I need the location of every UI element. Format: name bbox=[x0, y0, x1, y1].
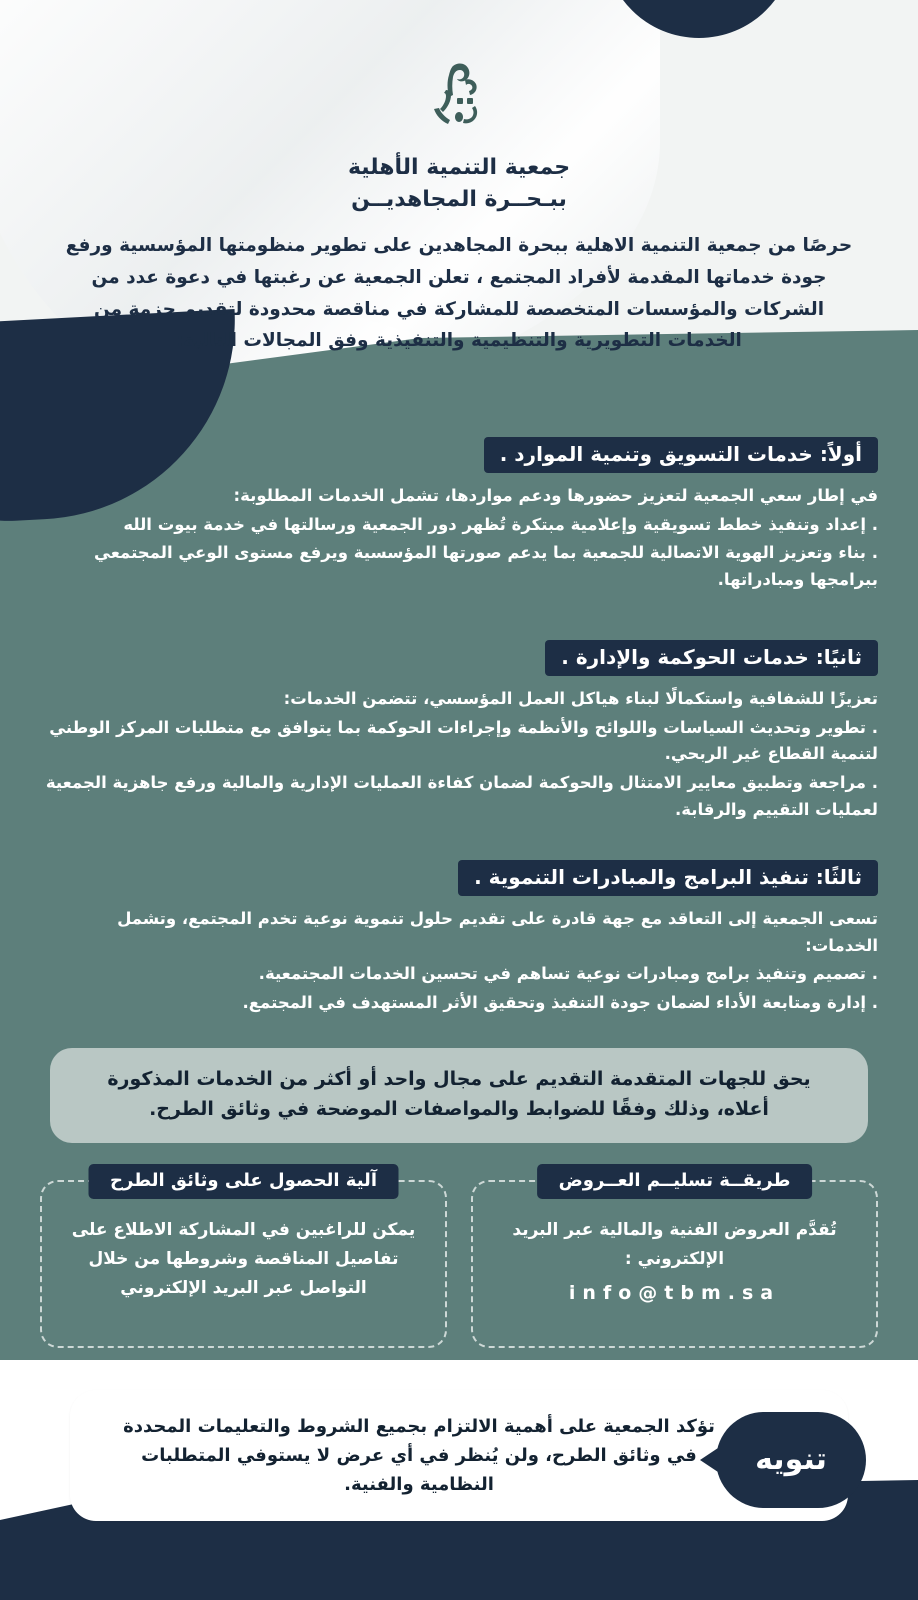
section-title: ثالثًا: تنفيذ البرامج والمبادرات التنموية . bbox=[458, 860, 878, 896]
notice-badge: تنويه bbox=[716, 1412, 866, 1508]
section-body bbox=[40, 896, 878, 1017]
section-lead: في إطار سعي الجمعية لتعزيز حضورها ودعم مواردها، تشمل الخدمات المطلوبة: bbox=[233, 486, 878, 505]
card-submission-method bbox=[471, 1170, 878, 1348]
contact-email[interactable]: info@tbm.sa bbox=[568, 1281, 781, 1304]
organization-name bbox=[348, 152, 570, 216]
section-bullet: . إدارة ومتابعة الأداء لضمان جودة التنفيذ وتحقيق الأثر المستهدف في المجتمع. bbox=[242, 993, 878, 1013]
notice-text: تؤكد الجمعية على أهمية الالتزام بجميع الشروط والتعليمات المحددة في وثائق الطرح، ولن يُنظر في أي عرض لا يستوفي المتطلبات النظامية والفنية. bbox=[123, 1416, 715, 1496]
section-programs bbox=[40, 860, 878, 1019]
section-bullet: . بناء وتعزيز الهوية الاتصالية للجمعية بما يدعم صورتها المؤسسية ويرفع مستوى الوعي المجتمعي ببرامجها ومبادراتها. bbox=[94, 543, 878, 590]
section-marketing bbox=[40, 437, 878, 596]
section-body bbox=[40, 676, 878, 824]
organization-header bbox=[0, 60, 918, 216]
notice-box bbox=[70, 1390, 848, 1521]
card-document-access bbox=[40, 1170, 447, 1348]
section-bullet: . مراجعة وتطبيق معايير الامتثال والحوكمة لضمان كفاءة العمليات الإدارية والمالية ورفع جاهزية الجمعية لعمليات التقييم والرقابة. bbox=[45, 773, 878, 819]
section-body bbox=[40, 473, 878, 594]
section-title: ثانيًا: خدمات الحوكمة والإدارة . bbox=[545, 640, 878, 676]
intro-paragraph: حرصًا من جمعية التنمية الاهلية ببحرة المجاهدين على تطوير منظومتها المؤسسية ورفع جودة خدماتها المقدمة لأفراد المجتمع ، تعلن الجمعية عن رغبتها في دعوة عدد من الشركات والمؤسسات المتخصصة للمشاركة في مناقصة محدودة لتقديم حزمة من الخدمات التطويرية والتنظيمية والتنفيذية وفق المجالات التالية: bbox=[65, 235, 853, 352]
organization-name-line1: جمعية التنمية الأهلية bbox=[347, 155, 571, 180]
info-cards bbox=[40, 1170, 878, 1348]
card-title: آلية الحصول على وثائق الطرح bbox=[88, 1164, 399, 1199]
section-governance bbox=[40, 640, 878, 826]
section-bullet: . تطوير وتحديث السياسات واللوائح والأنظمة وإجراءات الحوكمة بما يتوافق مع متطلبات المركز الوطني لتنمية القطاع غير الربحي. bbox=[49, 717, 878, 764]
section-title: أولاً: خدمات التسويق وتنمية الموارد . bbox=[484, 437, 878, 473]
card-text: تُقدَّم العروض الفنية والمالية عبر البريد الإلكتروني : bbox=[512, 1220, 837, 1269]
card-text: يمكن للراغبين في المشاركة الاطلاع على تفاصيل المناقصة وشروطها من خلال التواصل عبر البريد الإلكتروني bbox=[71, 1220, 416, 1298]
section-bullet: . تصميم وتنفيذ برامج ومبادرات نوعية تساهم في تحسين الخدمات المجتمعية. bbox=[258, 964, 878, 984]
section-lead: تسعى الجمعية إلى التعاقد مع جهة قادرة على تقديم حلول تنموية نوعية تخدم المجتمع، وتشمل الخدمات: bbox=[117, 909, 878, 955]
calligraphy-logo-icon bbox=[413, 60, 505, 138]
highlight-box: يحق للجهات المتقدمة التقديم على مجال واحد أو أكثر من الخدمات المذكورة أعلاه، وذلك وفقًا للضوابط والمواصفات الموضحة في وثائق الطرح. bbox=[50, 1048, 868, 1143]
organization-name-line2: ببـحــرة المجاهديــن bbox=[351, 186, 567, 212]
card-title: طريقــة تسليــم العــروض bbox=[537, 1164, 813, 1199]
section-bullet: . إعداد وتنفيذ خطط تسويقية وإعلامية مبتكرة تُظهر دور الجمعية ورسالتها في خدمة بيوت الله bbox=[123, 514, 878, 534]
section-lead: تعزيزًا للشفافية واستكمالًا لبناء هياكل العمل المؤسسي، تتضمن الخدمات: bbox=[283, 689, 878, 708]
